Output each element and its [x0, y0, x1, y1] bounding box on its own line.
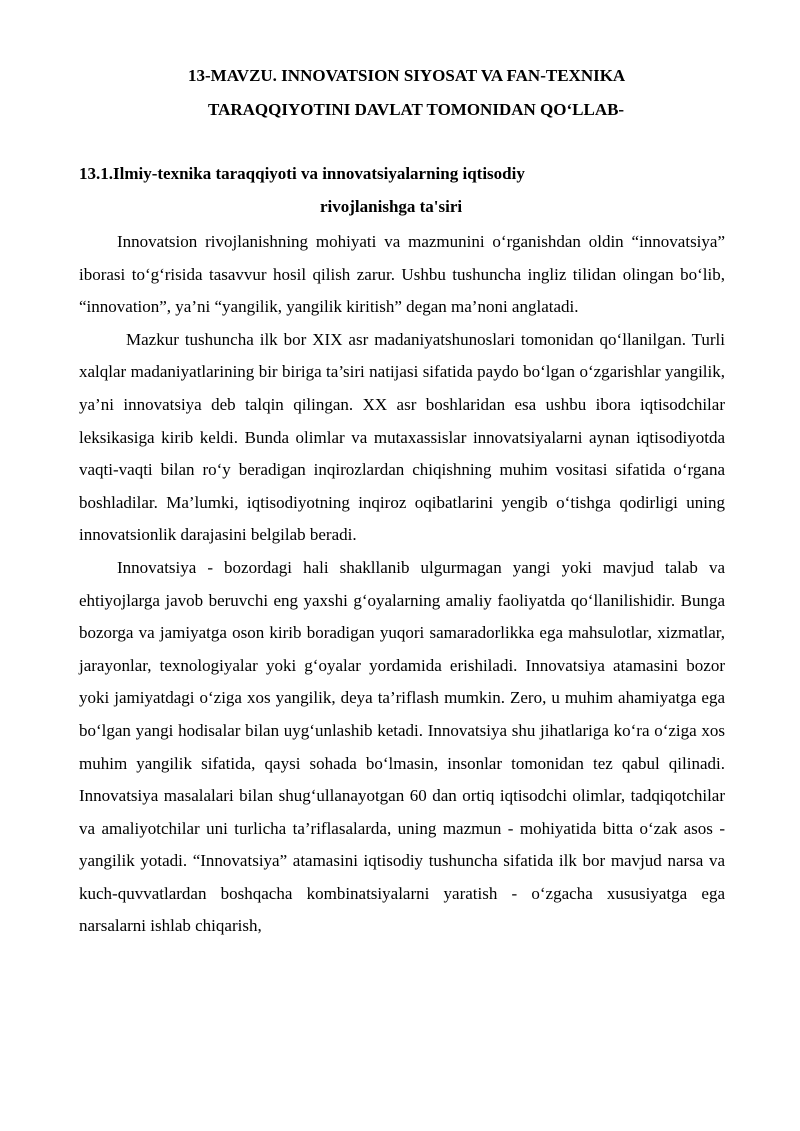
section-heading-line-2: rivojlanishga ta'siri — [320, 197, 463, 216]
section-heading-line-1: 13.1.Ilmiy-texnika taraqqiyoti va innovatsiyalarning iqtisodiy — [79, 164, 525, 183]
paragraph: Mazkur tushuncha ilk bor XIX asr madaniyatshunoslari tomonidan qo‘llanilgan. Turli xalqlar madaniyatlarining bir biriga ta’siri natijasi sifatida paydo bo‘lgan o‘zgarishlar yangilik, ya’ni innovatsiya deb talqin qilingan. XX asr boshlaridan esa ushbu ibora iqtisodchilar leksikasiga kirib keldi. Bunda olimlar va mutaxassislar innovatsiyalarni aynan iqtisodiyotda vaqti-vaqti bilan ro‘y beradigan inqirozlardan chiqishning muhim vositasi sifatida o‘rgana boshladilar. Ma’lumki, iqtisodiyotning inqiroz oqibatlarini yengib o‘tishga qodirligi uning innovatsionlik darajasini belgilab beradi. — [79, 329, 725, 545]
paragraph: Innovatsiya - bozordagi hali shakllanib ulgurmagan yangi yoki mavjud talab va ehtiyojlarga javob beruvchi eng yaxshi g‘oyalarning amaliy faoliyatda qo‘llanilishidir. Bunga bozorga va jamiyatga oson kirib boradigan yuqori samaradorlikka ega mahsulotlar, xizmatlar, jarayonlar, texnologiyalar yoki g‘oyalar yordamida erishiladi. Innovatsiya atamasini bozor yoki jamiyatdagi o‘ziga xos yangilik, deya ta’riflash mumkin. Zero, u muhim ahamiyatga ega bo‘lgan yangi hodisalar bilan uyg‘unlashib ketadi. Innovatsiya shu jihatlariga ko‘ra o‘ziga xos muhim yangilik sifatida, qaysi sohada bo‘lmasin, insonlar tomonidan tez qabul qilinadi. Innovatsiya masalalari bilan shug‘ullanayotgan 60 dan ortiq iqtisodchi olimlar, tadqiqotchilar va amaliyotchilar uni turlicha ta’riflasalarda, uning mazmun - mohiyatida bitta o‘zak asos - yangilik yotadi. “Innovatsiya” atamasini iqtisodiy tushuncha sifatida ilk bor mavjud narsa va kuch-quvvatlardan boshqacha kombinatsiyalarni yaratish - o‘zgacha xususiyatga ega narsalarni ishlab chiqarish, — [79, 557, 725, 936]
body-text — [79, 226, 725, 943]
paragraph: Innovatsion rivojlanishning mohiyati va mazmunini o‘rganishdan oldin “innovatsiya” iborasi to‘g‘risida tasavvur hosil qilish zarur. Ushbu tushuncha ingliz tilidan olingan bo‘lib, “innovation”, ya’ni “yangilik, yangilik kiritish” degan ma’noni anglatadi. — [79, 232, 725, 317]
topic-title-line-2: TARAQQIYOTINI DAVLAT TOMONIDAN QO‘LLAB- — [208, 100, 625, 119]
topic-title-line-1: 13-MAVZU. INNOVATSION SIYOSAT VA FAN-TEXNIKA — [188, 66, 626, 85]
